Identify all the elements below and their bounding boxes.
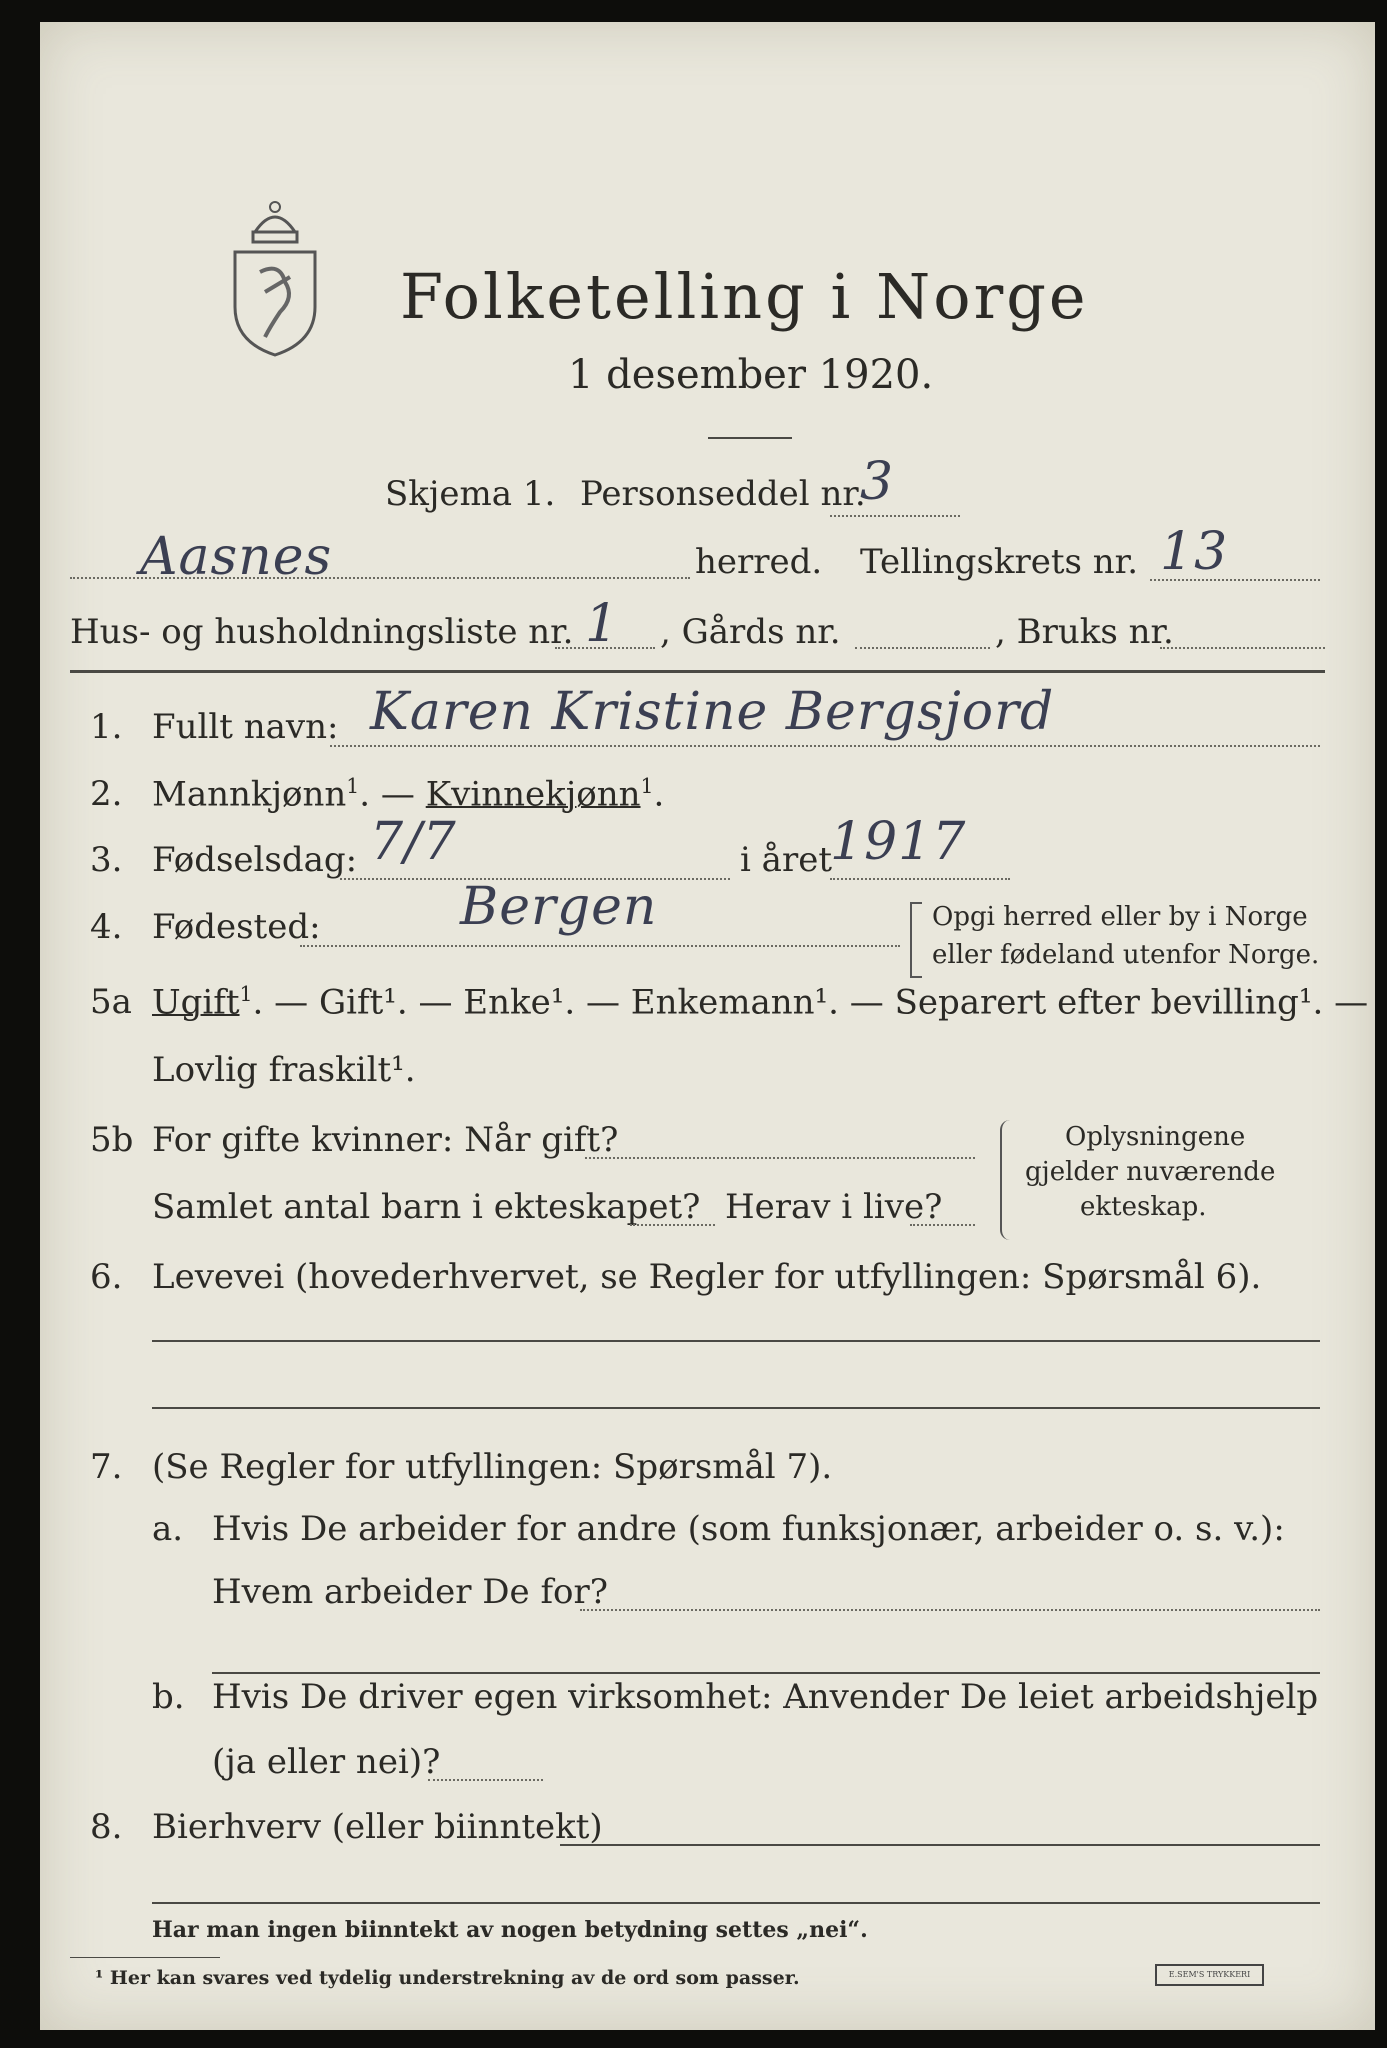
birthday-value: 7/7: [370, 812, 457, 872]
birthplace-note-brace: [910, 902, 922, 978]
q3-label: Fødselsdag:: [152, 840, 358, 880]
skjema-label: Skjema 1.: [385, 474, 556, 514]
marital-ugift-underlined[interactable]: Ugift: [152, 982, 240, 1023]
occupation-line-2: [152, 1407, 1320, 1409]
birthplace-note-2: eller fødeland utenfor Norge.: [932, 940, 1320, 970]
q2-number: 2.: [90, 774, 123, 814]
marriage-note-brace: [1000, 1120, 1012, 1240]
full-name-value: Karen Kristine Bergsjord: [370, 682, 1055, 742]
q4-number: 4.: [90, 907, 123, 947]
birth-year-value: 1917: [830, 812, 967, 872]
gender-female-underlined[interactable]: Kvinnekjønn: [425, 774, 641, 815]
marriage-note-2: gjelder nuværende: [1025, 1157, 1276, 1187]
married-when-label: For gifte kvinner: Når gift?: [152, 1120, 619, 1160]
q7-number: 7.: [90, 1447, 123, 1487]
printer-stamp: E.SEM'S TRYKKERI: [1155, 1964, 1264, 1986]
children-alive-label: Herav i live?: [725, 1187, 943, 1227]
herred-label: herred.: [695, 542, 823, 582]
title-divider: [708, 437, 792, 439]
q7b-number: b.: [152, 1677, 185, 1717]
side-income-line-2: [152, 1902, 1320, 1904]
q1-label: Fullt navn:: [152, 707, 339, 747]
bruks-label: , Bruks nr.: [995, 612, 1174, 652]
marital-status-line: Ugift$^1$. — Gift¹. — Enke¹. — Enkemann¹. — Separert efter bevilling¹. —: [152, 982, 1369, 1023]
personseddel-label: Personseddel nr.: [580, 474, 866, 514]
q5a-number: 5a: [90, 982, 132, 1022]
gender-line: Mannkjønn$^1$. — Kvinnekjønn$^1$.: [152, 774, 665, 815]
marriage-note-3: ekteskap.: [1080, 1192, 1207, 1222]
occupation-label: Levevei (hovederhvervet, se Regler for utfyllingen: Spørsmål 6).: [152, 1257, 1262, 1297]
footnote-divider: [70, 1957, 220, 1958]
gards-label: , Gårds nr.: [660, 612, 841, 652]
tellingskrets-label: Tellingskrets nr.: [860, 542, 1139, 582]
year-label: i året: [740, 840, 832, 880]
side-income-label: Bierhverv (eller biinntekt): [152, 1807, 603, 1847]
q7a-number: a.: [152, 1509, 184, 1549]
q7b-line-1: Hvis De driver egen virksomhet: Anvender De leiet arbeidshjelp: [212, 1677, 1319, 1717]
herred-value: Aasnes: [140, 527, 333, 587]
footnote: ¹ Her kan svares ved tydelig understrekning av de ord som passer.: [95, 1967, 800, 1989]
q7-label: (Se Regler for utfyllingen: Spørsmål 7).: [152, 1447, 833, 1487]
q1-number: 1.: [90, 707, 123, 747]
side-income-note: Har man ingen biinntekt av nogen betydning settes „nei“.: [152, 1917, 868, 1943]
children-total-label: Samlet antal barn i ekteskapet?: [152, 1187, 701, 1227]
q7a-answer-line: [212, 1672, 1320, 1674]
census-form: [40, 22, 1375, 2030]
tellingskrets-value: 13: [1160, 522, 1229, 582]
form-title: Folketelling i Norge: [400, 260, 1089, 333]
q4-label: Fødested:: [152, 907, 321, 947]
q7b-line-2: (ja eller nei)?: [212, 1742, 441, 1782]
form-date: 1 desember 1920.: [568, 352, 934, 398]
header-divider: [70, 670, 1325, 673]
q3-number: 3.: [90, 840, 123, 880]
birthplace-note-1: Opgi herred eller by i Norge: [932, 902, 1308, 932]
gender-male[interactable]: Mannkjønn: [152, 774, 347, 815]
side-income-line-1: [560, 1844, 1320, 1846]
coat-of-arms-icon: [225, 197, 325, 357]
marital-fraskilt: Lovlig fraskilt¹.: [152, 1050, 416, 1090]
q8-number: 8.: [90, 1807, 123, 1847]
hus-label: Hus- og husholdningsliste nr.: [70, 612, 574, 652]
marriage-note-1: Oplysningene: [1065, 1122, 1246, 1152]
q7a-line-1: Hvis De arbeider for andre (som funksjonær, arbeider o. s. v.):: [212, 1509, 1285, 1549]
q5b-number: 5b: [90, 1120, 134, 1160]
q6-number: 6.: [90, 1257, 123, 1297]
personseddel-value: 3: [860, 452, 895, 512]
occupation-line-1: [152, 1340, 1320, 1342]
birthplace-value: Bergen: [460, 877, 658, 937]
hus-value: 1: [585, 594, 620, 654]
q7a-line-2: Hvem arbeider De for?: [212, 1572, 608, 1612]
